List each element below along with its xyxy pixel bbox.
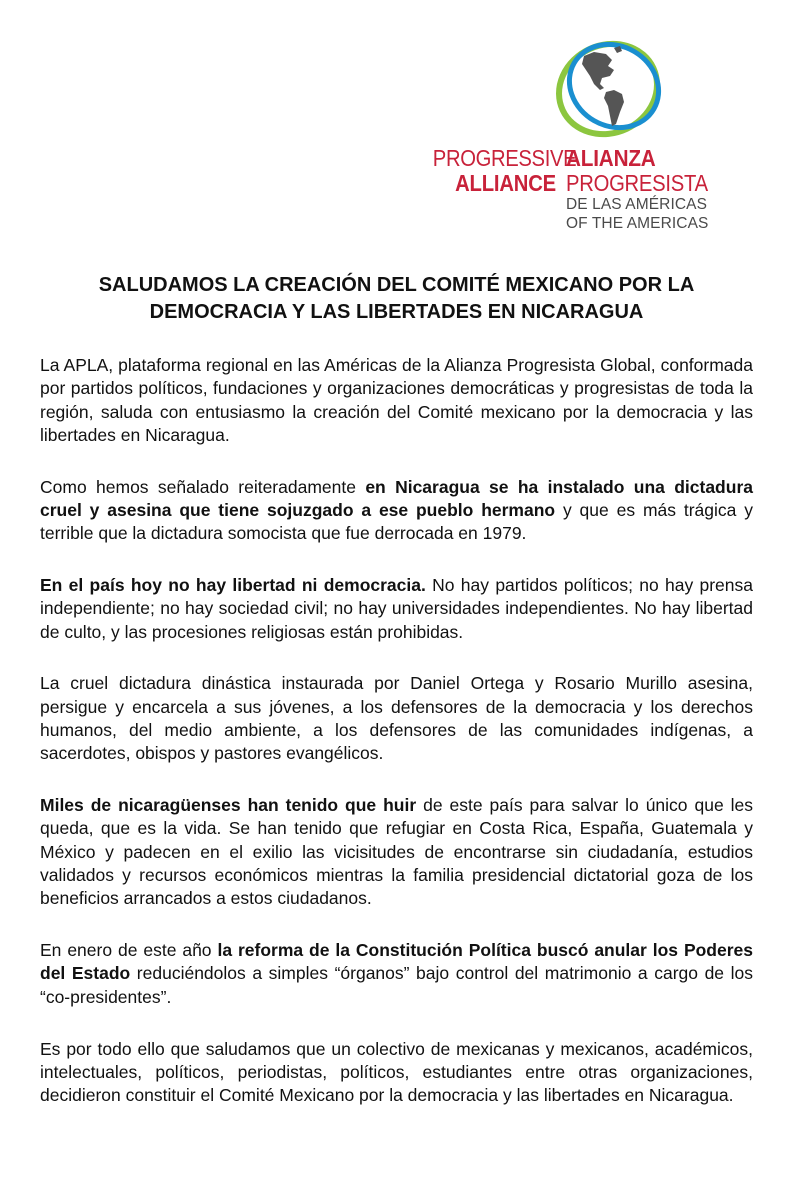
logo-text-de-las-americas: DE LAS AMÉRICAS	[566, 196, 708, 213]
logo-text-alliance: ALLIANCE	[455, 170, 556, 196]
document-title-line-1: SALUDAMOS LA CREACIÓN DEL COMITÉ MEXICANO POR LA	[98, 274, 695, 296]
paragraph-4: La cruel dictadura dinástica instaurada por Daniel Ortega y Rosario Murillo asesina, persigue y encarcela a sus jóvenes, a los defensores de la democracia y los derechos humanos, del medio ambiente, a los defensores de las comunidades indígenas, a sacerdotes, obispos y pastores evangélicos.	[40, 673, 753, 764]
logo-english-text	[416, 145, 577, 196]
logo-text-of-the-americas: OF THE AMERICAS	[566, 214, 709, 232]
logo-header	[0, 0, 793, 250]
paragraph-6-text-a: En enero de este año	[40, 940, 218, 961]
logo-text-alianza: ALIANZA	[566, 145, 656, 171]
document-body	[40, 354, 753, 1136]
paragraph-3-bold: En el país hoy no hay libertad ni democracia.	[40, 575, 426, 596]
paragraph-7: Es por todo ello que saludamos que un colectivo de mexicanas y mexicanos, académicos, intelectuales, políticos, periodistas, políticos, estudiantes entre otras organizaciones, decidieron constituir el Comité Mexicano por la democracia y las libertades en Nicaragua.	[40, 1038, 753, 1106]
paragraph-6-text-c: reduciéndolos a simples “órganos” bajo control del matrimonio a cargo de los “co-presidentes”.	[40, 963, 753, 1007]
paragraph-2-bold: en Nicaragua se ha instalado una dictadura cruel y asesina que tiene sojuzgado a ese pueblo hermano	[40, 476, 753, 520]
paragraph-5-text: de este país para salvar lo único que les queda, que es la vida. Se han tenido que refugiar en Costa Rica, España, Guatemala y México y padecen en el exilio las vicisitudes de encontrarse sin ciudadanía, estudios validados y recursos económicos mientras la familia presidencial dictatorial goza de los beneficios arrancados a estos ciudadanos.	[40, 795, 753, 909]
paragraph-1: La APLA, plataforma regional en las Américas de la Alianza Progresista Global, conformada por partidos políticos, fundaciones y organizaciones democráticas y progresistas de toda la región, saluda con entusiasmo la creación del Comité mexicano por la democracia y las libertades en Nicaragua.	[40, 355, 753, 445]
paragraph-3	[40, 574, 753, 644]
document-title-line-2: DEMOCRACIA Y LAS LIBERTADES EN NICARAGUA	[149, 301, 644, 323]
paragraph-6	[40, 939, 753, 1009]
logo-spanish-text	[566, 146, 766, 233]
paragraph-3-text: No hay partidos políticos; no hay prensa independiente; no hay sociedad civil; no hay universidades independientes. No hay libertad de culto, y las procesiones religiosas están prohibidas.	[40, 575, 753, 642]
paragraph-2-text-a: Como hemos señalado reiteradamente	[40, 476, 366, 497]
paragraph-5	[40, 794, 753, 910]
logo-text-progressive: PROGRESSIVE	[432, 145, 577, 171]
paragraph-2-text-c: y que es más trágica y terrible que la dictadura somocista que fue derrocada en 1979.	[40, 499, 753, 544]
paragraph-5-bold: Miles de nicaragüenses han tenido que huir	[40, 795, 417, 816]
americas-globe-logo-icon	[548, 34, 676, 142]
paragraph-6-bold: la reforma de la Constitución Política buscó anular los Poderes del Estado	[40, 940, 754, 984]
document-title	[40, 272, 753, 326]
paragraph-2	[40, 476, 753, 546]
logo-text-progresista: PROGRESISTA	[566, 170, 708, 196]
